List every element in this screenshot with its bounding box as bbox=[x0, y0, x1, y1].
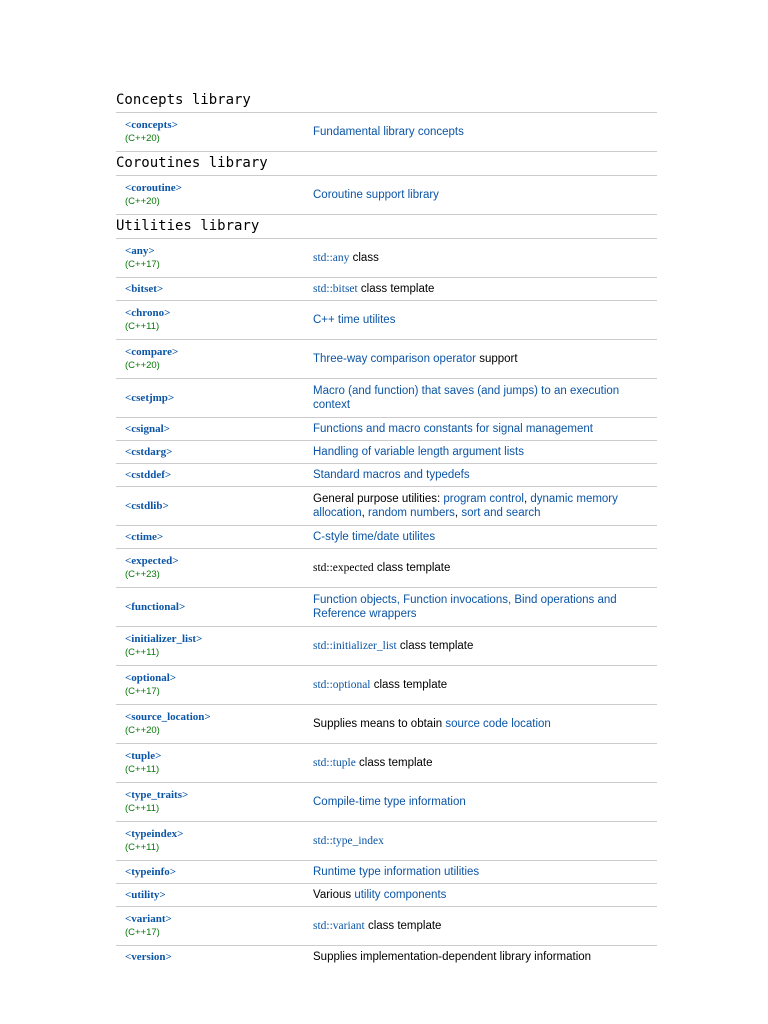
table-row bbox=[116, 946, 657, 969]
header-link-utility[interactable]: <utility> bbox=[125, 889, 166, 901]
header-link-initializer-list[interactable]: <initializer_list> bbox=[125, 633, 203, 645]
header-link-functional[interactable]: <functional> bbox=[125, 601, 186, 613]
desc-link[interactable]: C-style time/date utilites bbox=[313, 531, 436, 543]
dynamic-memory-link[interactable]: dynamic memory allocation bbox=[313, 493, 618, 519]
version-badge: (C++17) bbox=[125, 686, 160, 697]
code-link[interactable]: std::type_index bbox=[313, 835, 384, 847]
header-link-optional[interactable]: <optional> bbox=[125, 672, 177, 684]
desc-text: class template bbox=[396, 640, 474, 652]
coroutines-table bbox=[116, 176, 657, 215]
version-badge: (C++20) bbox=[125, 133, 160, 144]
header-link-ctime[interactable]: <ctime> bbox=[125, 531, 164, 543]
code-link[interactable]: std::optional bbox=[313, 679, 371, 691]
table-row bbox=[116, 176, 657, 215]
code-link[interactable]: std::variant bbox=[313, 920, 365, 932]
header-link-bitset[interactable]: <bitset> bbox=[125, 283, 164, 295]
desc-link[interactable]: Macro (and function) that saves (and jumps) to an execution context bbox=[313, 385, 620, 411]
desc-text: Supplies means to obtain bbox=[313, 718, 446, 730]
header-link-typeindex[interactable]: <typeindex> bbox=[125, 828, 184, 840]
desc-link[interactable]: utility components bbox=[354, 889, 447, 901]
desc-text: General purpose utilities: bbox=[313, 493, 444, 505]
desc-link[interactable]: Handling of variable length argument lists bbox=[313, 446, 524, 458]
desc-link[interactable]: Functions and macro constants for signal management bbox=[313, 423, 593, 435]
code-link[interactable]: std::any bbox=[313, 252, 350, 264]
table-row bbox=[116, 301, 657, 340]
header-link-version[interactable]: <version> bbox=[125, 951, 172, 963]
desc-text: class template bbox=[355, 757, 433, 769]
table-row bbox=[116, 441, 657, 464]
code-link[interactable]: std::initializer_list bbox=[313, 640, 397, 652]
table-row bbox=[116, 907, 657, 946]
header-link-cstddef[interactable]: <cstddef> bbox=[125, 469, 172, 481]
header-link-variant[interactable]: <variant> bbox=[125, 913, 172, 925]
section-title-concepts: Concepts library bbox=[116, 88, 657, 113]
random-numbers-link[interactable]: random numbers bbox=[367, 507, 455, 519]
header-link-typeinfo[interactable]: <typeinfo> bbox=[125, 866, 177, 878]
page-content bbox=[116, 88, 657, 968]
desc-text: class template bbox=[364, 920, 442, 932]
table-row bbox=[116, 418, 657, 441]
table-row bbox=[116, 666, 657, 705]
header-link-compare[interactable]: <compare> bbox=[125, 346, 179, 358]
version-badge: (C++11) bbox=[125, 842, 160, 853]
header-link-csetjmp[interactable]: <csetjmp> bbox=[125, 392, 175, 404]
desc-link[interactable]: Standard macros and typedefs bbox=[313, 469, 470, 481]
version-badge: (C++17) bbox=[125, 259, 160, 270]
table-row bbox=[116, 549, 657, 588]
table-row bbox=[116, 744, 657, 783]
version-badge: (C++20) bbox=[125, 196, 160, 207]
table-row bbox=[116, 705, 657, 744]
desc-link[interactable]: Function objects, Function invocations, Bind operations and Reference wrappers bbox=[313, 594, 617, 620]
program-control-link[interactable]: program control bbox=[443, 493, 524, 505]
desc-link[interactable]: Fundamental library concepts bbox=[313, 126, 464, 138]
version-badge: (C++11) bbox=[125, 647, 160, 658]
version-badge: (C++17) bbox=[125, 927, 160, 938]
header-link-any[interactable]: <any> bbox=[125, 245, 155, 257]
desc-text: class template bbox=[357, 283, 435, 295]
table-row bbox=[116, 783, 657, 822]
desc-link[interactable]: Three-way comparison operator bbox=[313, 353, 476, 365]
utilities-table bbox=[116, 239, 657, 968]
header-link-type-traits[interactable]: <type_traits> bbox=[125, 789, 189, 801]
table-row bbox=[116, 379, 657, 418]
code-link[interactable]: std::bitset bbox=[313, 283, 358, 295]
version-badge: (C++11) bbox=[125, 764, 160, 775]
header-link-concepts[interactable]: <concepts> bbox=[125, 119, 178, 131]
header-link-coroutine[interactable]: <coroutine> bbox=[125, 182, 182, 194]
concepts-table bbox=[116, 113, 657, 152]
table-row bbox=[116, 861, 657, 884]
table-row bbox=[116, 239, 657, 278]
desc-link[interactable]: Coroutine support library bbox=[313, 189, 439, 201]
version-badge: (C++23) bbox=[125, 569, 160, 580]
version-badge: (C++20) bbox=[125, 360, 160, 371]
header-link-tuple[interactable]: <tuple> bbox=[125, 750, 162, 762]
version-badge: (C++11) bbox=[125, 803, 160, 814]
desc-text: class template bbox=[370, 679, 448, 691]
table-row bbox=[116, 278, 657, 301]
version-badge: (C++11) bbox=[125, 321, 160, 332]
header-link-cstdlib[interactable]: <cstdlib> bbox=[125, 500, 169, 512]
header-link-expected[interactable]: <expected> bbox=[125, 555, 179, 567]
header-link-csignal[interactable]: <csignal> bbox=[125, 423, 170, 435]
table-row bbox=[116, 588, 657, 627]
desc-link[interactable]: Compile-time type information bbox=[313, 796, 466, 808]
table-row bbox=[116, 340, 657, 379]
desc-text: class template bbox=[373, 562, 451, 574]
desc-text: class bbox=[349, 252, 379, 264]
table-row bbox=[116, 464, 657, 487]
version-badge: (C++20) bbox=[125, 725, 160, 736]
table-row bbox=[116, 113, 657, 152]
table-row bbox=[116, 627, 657, 666]
desc-link[interactable]: C++ time utilites bbox=[313, 314, 396, 326]
desc-link[interactable]: source code location bbox=[445, 718, 551, 730]
table-row bbox=[116, 526, 657, 549]
desc-link[interactable]: Runtime type information utilities bbox=[313, 866, 480, 878]
table-row: <cstdlib> General purpose utilities: program control, dynamic memory allocation, random numbers, sort and search bbox=[116, 487, 657, 526]
section-title-utilities: Utilities library bbox=[116, 215, 657, 239]
code-link[interactable]: std::tuple bbox=[313, 757, 356, 769]
desc-text: Various bbox=[313, 889, 355, 901]
desc-text: support bbox=[476, 353, 518, 365]
header-link-chrono[interactable]: <chrono> bbox=[125, 307, 171, 319]
section-title-coroutines: Coroutines library bbox=[116, 152, 657, 176]
sort-search-link[interactable]: sort and search bbox=[461, 507, 541, 519]
table-row bbox=[116, 822, 657, 861]
header-link-cstdarg[interactable]: <cstdarg> bbox=[125, 446, 173, 458]
code-text: std::expected bbox=[313, 562, 374, 574]
header-link-source-location[interactable]: <source_location> bbox=[125, 711, 211, 723]
table-row bbox=[116, 884, 657, 907]
desc-text: Supplies implementation-dependent library information bbox=[313, 951, 592, 963]
